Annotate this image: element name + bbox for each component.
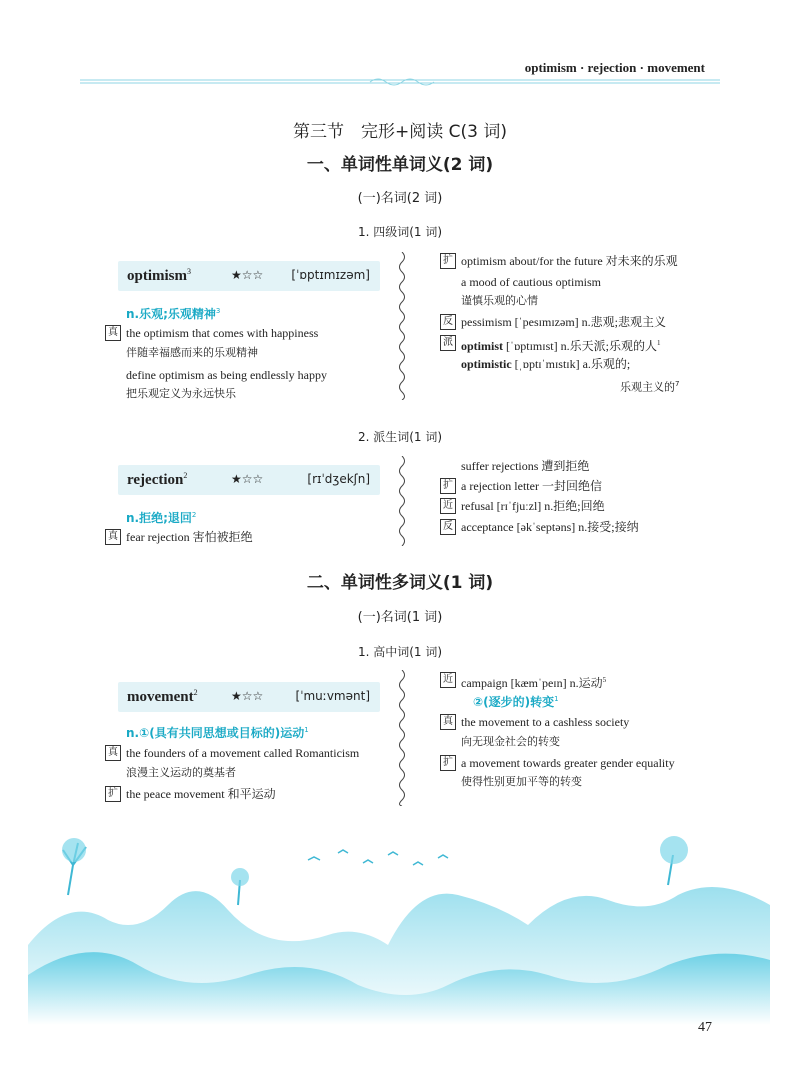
tag-zhen: 真 <box>105 745 121 761</box>
example: the founders of a movement called Romanticism <box>126 746 360 760</box>
tag-pai: 派 <box>440 335 456 351</box>
expansion: a movement towards greater gender equality <box>461 756 675 770</box>
phonetic: [ˈɒptɪmɪzəm] <box>291 268 370 282</box>
expansion: a mood of cautious optimism <box>461 275 601 289</box>
landscape-illustration <box>28 825 770 1025</box>
divider-wave <box>394 252 410 400</box>
header-divider <box>80 74 720 92</box>
meaning-2: ②(逐步的)转变$^1$ <box>473 695 559 709</box>
tag-fan: 反 <box>440 314 456 330</box>
example: the movement to a cashless society <box>461 715 630 729</box>
headword: movement$^2$ <box>127 688 198 705</box>
running-title: optimism · rejection · movement <box>524 60 705 75</box>
phonetic: [ˈmuːvmənt] <box>295 689 370 703</box>
headword: optimism$^3$ <box>127 267 191 284</box>
tag-kuo: 扩 <box>105 786 121 802</box>
translation: 谨慎乐观的心情 <box>461 294 538 307</box>
tag-kuo: 扩 <box>440 478 456 494</box>
antonym: pessimism [ˈpesɪmɪzəm] n.悲观;悲观主义 <box>461 315 666 329</box>
meaning: n.乐观;乐观精神$^3$ <box>126 307 221 321</box>
part2-heading: 二、单词性多词义(1 词) <box>306 573 494 593</box>
meaning: n.①(具有共同思想或目标的)运动$^1$ <box>126 726 309 740</box>
expansion: a rejection letter 一封回绝信 <box>461 479 602 493</box>
antonym: acceptance [əkˈseptəns] n.接受;接纳 <box>461 520 639 534</box>
meaning: n.拒绝;退回$^2$ <box>126 511 197 525</box>
group1-title: 1. 四级词(1 词) <box>357 225 443 239</box>
tag-zhen: 真 <box>105 529 121 545</box>
translation: 向无现金社会的转变 <box>461 735 560 748</box>
word-box-optimism <box>118 261 380 291</box>
tag-zhen: 真 <box>105 325 121 341</box>
headword: rejection$^2$ <box>127 471 188 488</box>
tag-kuo: 扩 <box>440 253 456 269</box>
tag-fan: 反 <box>440 519 456 535</box>
translation: 使得性别更加平等的转变 <box>461 775 582 788</box>
example: the optimism that comes with happiness <box>126 326 319 340</box>
synonym: campaign [kæmˈpeɪn] n.运动$^5$ <box>461 676 607 690</box>
tag-jin: 近 <box>440 672 456 688</box>
derivative: optimist [ˈɒptɪmɪst] n.乐天派;乐观的人$^1$ <box>461 339 661 353</box>
difficulty-stars: ★☆☆ <box>231 689 264 703</box>
phonetic: [rɪˈdʒekʃn] <box>307 472 370 486</box>
expansion: optimism about/for the future 对未来的乐观 <box>461 254 678 268</box>
divider-wave <box>394 670 410 806</box>
part1-subheading: (一)名词(2 词) <box>357 191 443 206</box>
tag-jin: 近 <box>440 498 456 514</box>
page-number: 47 <box>698 1020 712 1035</box>
derivative-continuation: 乐观主义的$^7$ <box>620 380 680 394</box>
example: define optimism as being endlessly happy <box>126 368 327 382</box>
derivative: optimistic [ˌɒptɪˈmɪstɪk] a.乐观的; <box>461 357 631 371</box>
translation: 把乐观定义为永远快乐 <box>126 387 236 400</box>
section-title: 第三节 完形+阅读 C(3 词) <box>292 122 507 142</box>
part2-subheading: (一)名词(1 词) <box>357 610 443 625</box>
expansion: suffer rejections 遭到拒绝 <box>461 459 590 473</box>
divider-wave <box>394 456 410 546</box>
part1-heading: 一、单词性单词义(2 词) <box>306 155 494 175</box>
word-box-rejection <box>118 465 380 495</box>
difficulty-stars: ★☆☆ <box>231 472 264 486</box>
example: fear rejection 害怕被拒绝 <box>126 530 253 544</box>
word-box-movement <box>118 682 380 712</box>
expansion: the peace movement 和平运动 <box>126 787 276 801</box>
translation: 浪漫主义运动的奠基者 <box>126 766 236 779</box>
difficulty-stars: ★☆☆ <box>231 268 264 282</box>
synonym: refusal [rɪˈfjuːzl] n.拒绝;回绝 <box>461 499 605 513</box>
tag-zhen: 真 <box>440 714 456 730</box>
translation: 伴随幸福感而来的乐观精神 <box>126 346 258 359</box>
group3-title: 1. 高中词(1 词) <box>357 645 443 659</box>
group2-title: 2. 派生词(1 词) <box>357 430 443 444</box>
tag-kuo: 扩 <box>440 755 456 771</box>
